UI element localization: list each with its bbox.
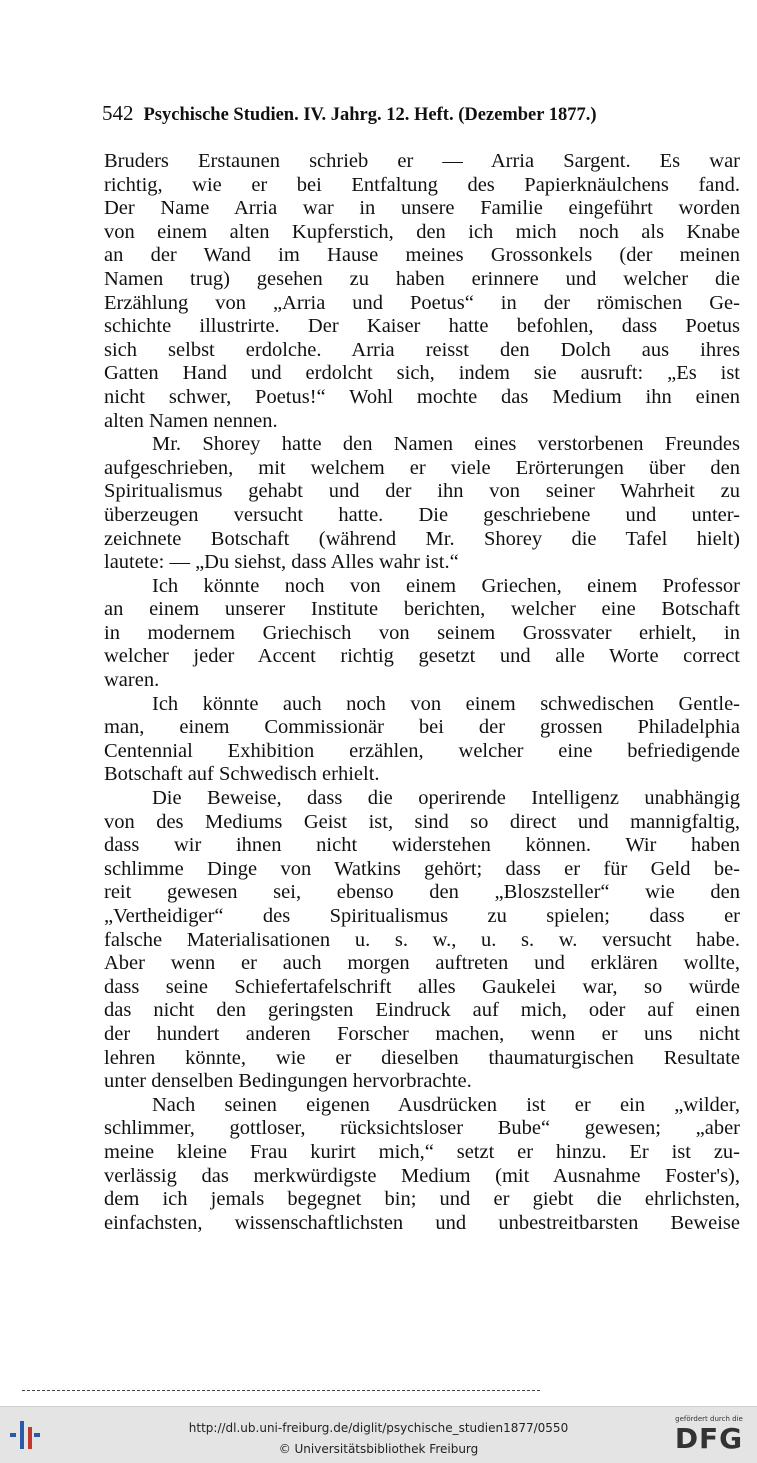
text-line: Ich könnte auch noch von einem schwedischen Gentle-: [152, 692, 740, 715]
text-line: meine kleine Frau kurirt mich,“ setzt er hinzu. Er ist zu-: [104, 1140, 740, 1163]
text-line: sich selbst erdolche. Arria reisst den Dolch aus ihres: [104, 338, 740, 361]
dfg-logo-icon[interactable]: [669, 1415, 749, 1459]
page-number: 542: [102, 101, 134, 125]
text-line: waren.: [104, 669, 160, 692]
text-line: verlässig das merkwürdigste Medium (mit Ausnahme Foster's),: [104, 1164, 740, 1187]
text-line: von des Mediums Geist ist, sind so direct und mannigfaltig,: [104, 810, 740, 833]
text-line: lautete: — „Du siehst, dass Alles wahr ist.“: [104, 551, 459, 574]
text-line: Mr. Shorey hatte den Namen eines verstorbenen Freundes: [152, 433, 740, 456]
text-line: Erzählung von „Arria und Poetus“ in der römischen Ge-: [104, 291, 740, 314]
text-line: Spiritualismus gehabt und der ihn von seiner Wahrheit zu: [104, 480, 740, 503]
text-line: welcher jeder Accent richtig gesetzt und alle Worte correct: [104, 645, 740, 668]
text-line: Der Name Arria war in unsere Familie eingeführt worden: [104, 197, 740, 220]
text-line: „Vertheidiger“ des Spiritualismus zu spielen; dass er: [104, 905, 740, 927]
text-line: dass wir ihnen nicht widerstehen können. Wir haben: [104, 834, 740, 857]
text-line: Die Beweise, dass die operirende Intelligenz unabhängig: [152, 787, 740, 810]
text-line: Gatten Hand und erdolcht sich, indem sie ausruft: „Es ist: [104, 362, 740, 385]
text-line: Botschaft auf Schwedisch erhielt.: [104, 763, 380, 786]
dfg-caption: gefördert durch die: [675, 1415, 743, 1423]
text-line: schlimme Dinge von Watkins gehört; dass er für Geld be-: [104, 857, 740, 880]
text-line: dass seine Schiefertafelschrift alles Gaukelei war, so würde: [104, 975, 740, 998]
text-line: dem ich jemals begegnet bin; und er giebt die ehrlichsten,: [104, 1188, 740, 1211]
bottom-rule: [22, 1390, 540, 1391]
text-line: an einem unserer Institute berichten, welcher eine Botschaft: [104, 598, 740, 621]
text-line: Ich könnte noch von einem Griechen, einem Professor: [152, 574, 740, 597]
body-text: [104, 150, 740, 1235]
text-line: schichte illustrirte. Der Kaiser hatte befohlen, dass Poetus: [104, 315, 740, 338]
text-line: an der Wand im Hause meines Grossonkels (der meinen: [104, 244, 740, 267]
text-line: einfachsten, wissenschaftlichsten und unbestreitbarsten Beweise: [104, 1211, 740, 1234]
text-line: Centennial Exhibition erzählen, welcher eine befriedigende: [104, 739, 740, 762]
text-line: alten Namen nennen.: [104, 409, 278, 432]
running-title: Psychische Studien. IV. Jahrg. 12. Heft. (Dezember 1877.): [143, 105, 597, 125]
library-footer: [0, 1406, 757, 1463]
text-line: schlimmer, gottloser, rücksichtsloser Bube“ gewesen; „aber: [104, 1117, 740, 1140]
text-line: nicht schwer, Poetus!“ Wohl mochte das Medium ihn einen: [104, 385, 740, 408]
text-line: der hundert anderen Forscher machen, wenn er uns nicht: [104, 1022, 740, 1045]
text-line: das nicht den geringsten Eindruck auf mich, oder auf einen: [104, 999, 740, 1022]
dfg-logo-text: DFG: [674, 1422, 744, 1455]
text-line: man, einem Commissionär bei der grossen Philadelphia: [104, 716, 740, 739]
text-line: von einem alten Kupferstich, den ich mich noch als Knabe: [104, 220, 740, 243]
running-header: [102, 98, 742, 128]
text-line: in modernem Griechisch von seinem Grossvater erhielt, in: [104, 621, 740, 644]
text-line: Bruders Erstaunen schrieb er — Arria Sargent. Es war: [104, 150, 740, 172]
text-line: richtig, wie er bei Entfaltung des Papierknäulchens fand.: [104, 173, 740, 196]
copyright-notice: © Universitätsbibliothek Freiburg: [278, 1442, 479, 1456]
text-line: überzeugen versucht hatte. Die geschriebene und unter-: [104, 503, 740, 526]
text-line: lehren könnte, wie er dieselben thaumaturgischen Resultate: [104, 1046, 740, 1069]
text-line: Aber wenn er auch morgen auftreten und erklären wollte,: [104, 952, 740, 975]
text-line: aufgeschrieben, mit welchem er viele Erörterungen über den: [104, 456, 740, 479]
permalink-url[interactable]: http://dl.ub.uni-freiburg.de/diglit/psychische_studien1877/0550: [188, 1421, 569, 1435]
text-line: Nach seinen eigenen Ausdrücken ist er ein „wilder,: [152, 1093, 740, 1116]
text-line: reit gewesen sei, ebenso den „Bloszsteller“ wie den: [104, 881, 740, 904]
text-line: falsche Materialisationen u. s. w., u. s. w. versucht habe.: [104, 928, 740, 951]
text-line: Namen trug) gesehen zu haben erinnere und welcher die: [104, 267, 740, 290]
text-line: unter denselben Bedingungen hervorbrachte.: [104, 1070, 472, 1093]
text-line: zeichnete Botschaft (während Mr. Shorey die Tafel hielt): [104, 527, 740, 550]
